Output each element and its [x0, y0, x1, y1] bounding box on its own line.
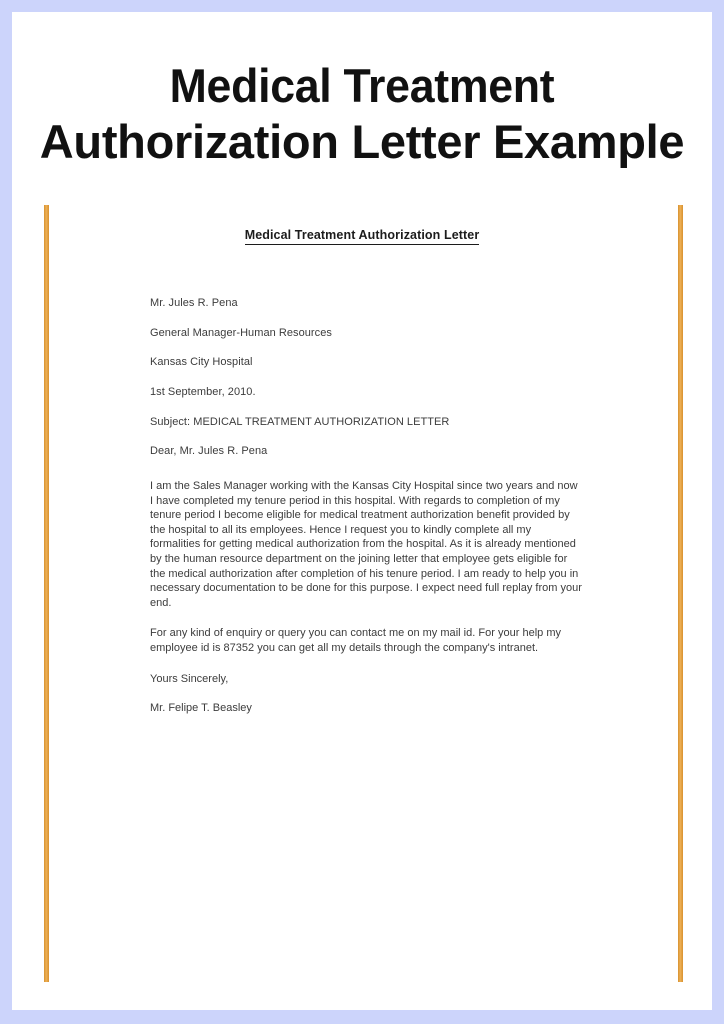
letter-heading-text: Medical Treatment Authorization Letter	[245, 228, 480, 245]
letter-paragraph-1: I am the Sales Manager working with the Kansas City Hospital since two years and now I have completed my tenure period in this hospital. With regards to completion of my tenure period I become eligible for medical treatment authorization benefit provided by the hospital to all its employees. Hence I request you to kindly complete all my formalities for getting medical authorization from the hospital. As it is already mentioned by the human resource department on the joining letter that employee gets eligible for the medical authorization after completion of his tenure period. I am ready to help you in necessary documentation to be done for this purpose. I expect need full replay from your end.	[150, 480, 582, 609]
recipient-name: Mr. Jules R. Pena	[150, 297, 238, 309]
letter-sender-name: Mr. Felipe T. Beasley	[150, 702, 252, 715]
page-title-line-2: Authorization Letter Example	[39, 115, 685, 168]
recipient-designation: General Manager-Human Resources	[150, 326, 332, 339]
page-title	[12, 58, 712, 170]
decorative-rule-right	[678, 205, 683, 982]
letter-subject: Subject: MEDICAL TREATMENT AUTHORIZATION LETTER	[150, 415, 450, 428]
decorative-rule-left	[44, 205, 49, 982]
page-canvas	[12, 12, 712, 1010]
letter-document	[138, 228, 586, 731]
letter-salutation: Dear, Mr. Jules R. Pena	[150, 445, 268, 457]
letter-closing: Yours Sincerely,	[150, 672, 229, 685]
page-title-line-1: Medical Treatment	[169, 59, 555, 112]
letter-heading	[138, 228, 586, 244]
letter-paragraph-2: For any kind of enquiry or query you can contact me on my mail id. For your help my employee id is 87352 you can get all my details through the company's intranet.	[150, 627, 562, 654]
letter-date: 1st September, 2010.	[150, 385, 256, 398]
recipient-organization: Kansas City Hospital	[150, 356, 253, 368]
